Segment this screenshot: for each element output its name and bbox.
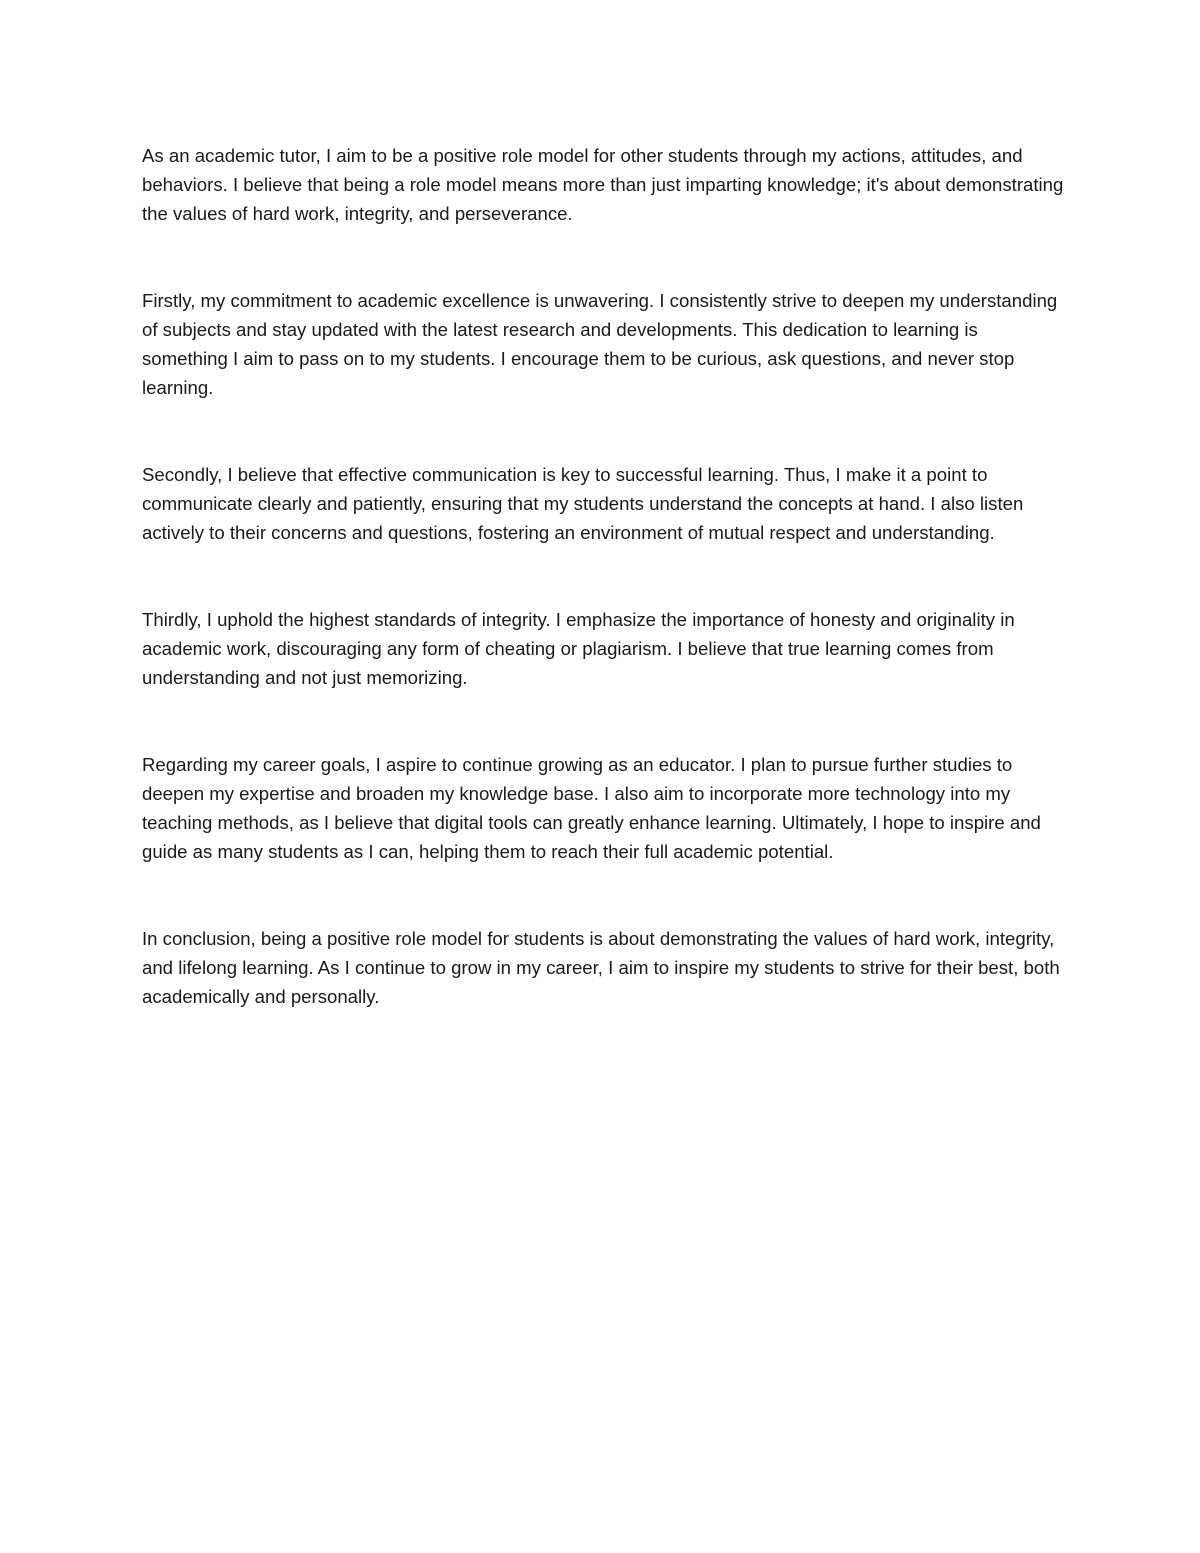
- paragraph-conclusion: In conclusion, being a positive role model for students is about demonstrating the values of hard work, integrity, and lifelong learning. As I continue to grow in my career, I aim to inspire my students to strive for their best, both academically and personally.: [142, 928, 1060, 1007]
- paragraph-integrity: Thirdly, I uphold the highest standards of integrity. I emphasize the importance of honesty and originality in academic work, discouraging any form of cheating or plagiarism. I believe that true learning comes from understanding and not just memorizing.: [142, 609, 1015, 688]
- document-body: [142, 141, 1067, 1069]
- paragraph-intro: As an academic tutor, I aim to be a positive role model for other students through my actions, attitudes, and behaviors. I believe that being a role model means more than just imparting knowledge; it's about demonstrating the values of hard work, integrity, and perseverance.: [142, 145, 1064, 224]
- paragraph-career-goals: Regarding my career goals, I aspire to continue growing as an educator. I plan to pursue further studies to deepen my expertise and broaden my knowledge base. I also aim to incorporate more technology into my teaching methods, as I believe that digital tools can greatly enhance learning. Ultimately, I hope to inspire and guide as many students as I can, helping them to reach their full academic potential.: [142, 754, 1041, 862]
- paragraph-academic-excellence: Firstly, my commitment to academic excellence is unwavering. I consistently strive to deepen my understanding of subjects and stay updated with the latest research and developments. This dedication to learning is something I aim to pass on to my students. I encourage them to be curious, ask questions, and never stop learning.: [142, 290, 1058, 398]
- paragraph-communication: Secondly, I believe that effective communication is key to successful learning. Thus, I make it a point to communicate clearly and patiently, ensuring that my students understand the concepts at hand. I also listen actively to their concerns and questions, fostering an environment of mutual respect and understanding.: [142, 464, 1024, 543]
